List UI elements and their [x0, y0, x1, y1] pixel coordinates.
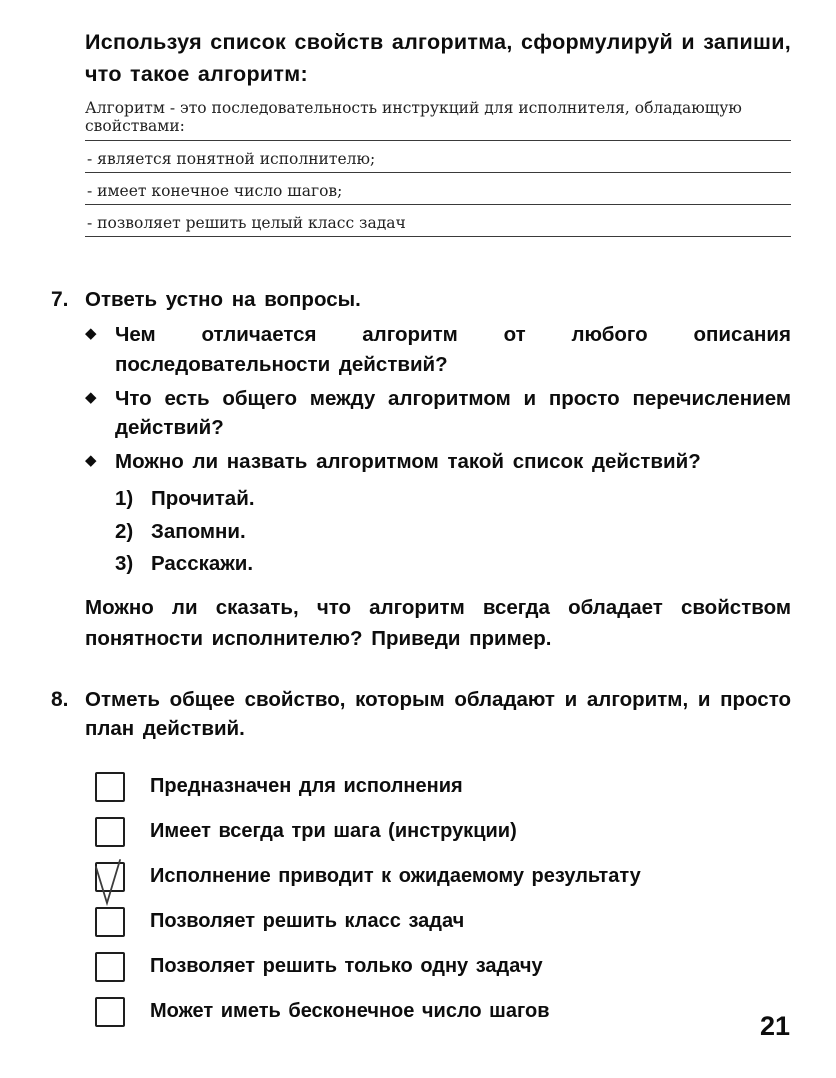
checkbox-label: Исполнение приводит к ожидаемому результату: [150, 865, 641, 888]
diamond-bullet-icon: ◆: [85, 325, 97, 343]
numbered-text: Прочитай.: [151, 486, 255, 510]
bullet-text: Можно ли назвать алгоритмом такой список действий?: [115, 450, 701, 474]
numbered-item: [115, 516, 791, 549]
bullet-text: Что есть общего между алгоритмом и просто перечислением действий?: [115, 386, 791, 440]
bullet-text: Чем отличается алгоритм от любого описания последовательности действий?: [115, 323, 791, 376]
checkbox-label: Позволяет решить только одну задачу: [150, 955, 543, 978]
checkbox-label: Имеет всегда три шага (инструкции): [150, 820, 517, 843]
checkbox-label: Позволяет решить класс задач: [150, 910, 465, 933]
checkbox-row: [95, 854, 791, 899]
diamond-bullet-icon: ◆: [85, 388, 97, 406]
numbered-text: Запомни.: [151, 519, 246, 543]
numbered-item: [115, 548, 791, 581]
task-7-title: Ответь устно на вопросы.: [85, 287, 361, 311]
answer-line: - имеет конечное число шагов;: [85, 173, 791, 205]
task-7-number: 7.: [51, 287, 69, 311]
task-8-options: [85, 764, 791, 1034]
intro-prompt: Используя список свойств алгоритма, сформулируй и запиши, что такое алгоритм:: [85, 30, 791, 87]
task-7: [51, 285, 791, 655]
checkbox[interactable]: [95, 772, 125, 802]
task-8-body: [85, 685, 791, 1034]
page-content: [51, 26, 791, 1034]
checkbox[interactable]: [95, 817, 125, 847]
task-7-body: [85, 285, 791, 655]
task-8-number: 8.: [51, 687, 69, 711]
checkbox-row: [95, 809, 791, 854]
task-7-closing: Можно ли сказать, что алгоритм всегда обладает свойством понятности исполнителю? Приведи пример.: [85, 596, 791, 650]
diamond-bullet-icon: ◆: [85, 452, 97, 470]
task-7-bullet-list: [85, 320, 791, 477]
answer-line: - позволяет решить целый класс задач: [85, 205, 791, 237]
checkbox-label: Предназначен для исполнения: [150, 775, 463, 798]
task-8-title: Отметь общее свойство, которым обладают и алгоритм, и просто план действий.: [85, 687, 791, 741]
page-number: 21: [759, 1011, 790, 1041]
task-8: [51, 685, 791, 1034]
task-7-numbered-list: [115, 483, 791, 581]
checkbox[interactable]: [95, 952, 125, 982]
numbered-marker: 3): [115, 552, 134, 576]
checkbox-row: [95, 989, 791, 1034]
numbered-item: [115, 483, 791, 516]
checkbox[interactable]: [95, 997, 125, 1027]
bullet-item: [85, 320, 791, 379]
checkbox-row: [95, 899, 791, 944]
numbered-text: Расскажи.: [151, 552, 254, 576]
checkbox-row: [95, 764, 791, 809]
checkbox[interactable]: [95, 862, 125, 892]
bullet-item: [85, 447, 791, 477]
checkbox-row: [95, 944, 791, 989]
bullet-item: [85, 384, 791, 443]
numbered-marker: 2): [115, 519, 134, 543]
answer-line: - является понятной исполнителю;: [85, 141, 791, 173]
numbered-marker: 1): [115, 486, 134, 510]
answer-intro-line: Алгоритм - это последовательность инструкций для исполнителя, обладающую свойствами:: [85, 99, 791, 141]
intro-task: [85, 26, 791, 237]
checkbox-label: Может иметь бесконечное число шагов: [150, 1000, 550, 1023]
checkbox[interactable]: [95, 907, 125, 937]
